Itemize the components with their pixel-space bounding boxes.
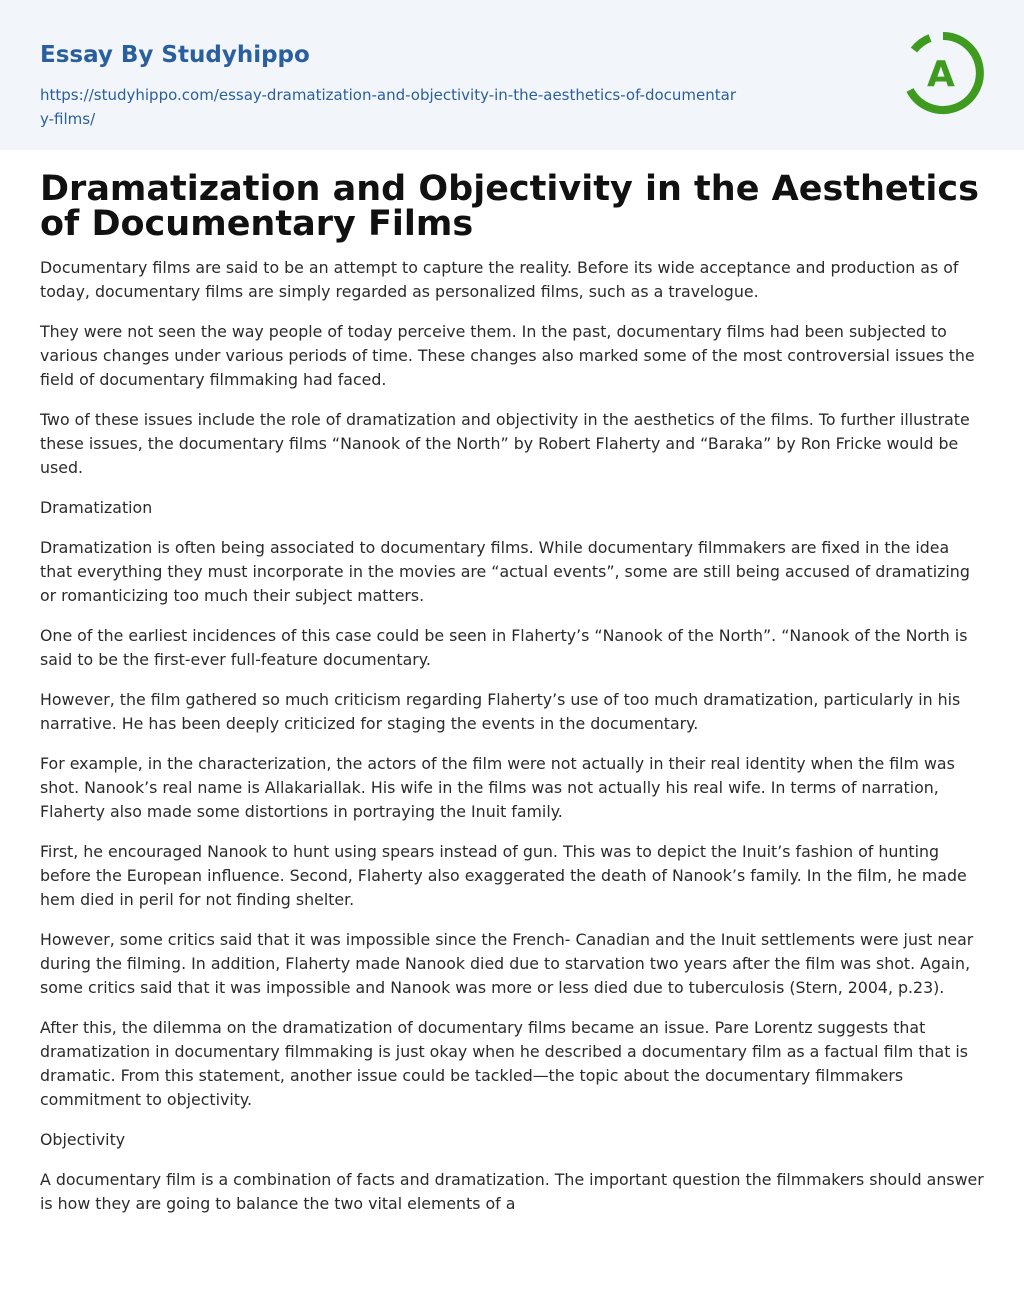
article: [0, 150, 1024, 1216]
section-heading-objectivity: Objectivity: [40, 1130, 126, 1149]
paragraph: For example, in the characterization, the actors of the film were not actually in their real identity when the film was shot. Nanook’s real name is Allakariallak. His wife in the films was not actually his real wife. In terms of narration, Flaherty also made some distortions in portraying the Inuit family.: [40, 754, 955, 821]
section-heading-dramatization: Dramatization: [40, 498, 153, 517]
site-header: [0, 0, 1024, 150]
paragraph: Documentary films are said to be an attempt to capture the reality. Before its wide acceptance and production as of today, documentary films are simply regarded as personalized films, such as a travelogue.: [40, 258, 959, 301]
paragraph: Dramatization is often being associated to documentary films. While documentary filmmakers are fixed in the idea that everything they must incorporate in the movies are “actual events”, some are still being accused of dramatizing or romanticizing too much their subject matters.: [40, 538, 970, 605]
paragraph: After this, the dilemma on the dramatization of documentary films became an issue. Pare Lorentz suggests that dramatization in documentary filmmaking is just okay when he described a documentary film as a factual film that is dramatic. From this statement, another issue could be tackled—the topic about the documentary filmmakers commitment to objectivity.: [40, 1018, 969, 1109]
logo-letter: A: [927, 54, 955, 95]
paragraph: Two of these issues include the role of dramatization and objectivity in the aesthetics of the films. To further illustrate these issues, the documentary films “Nanook of the North” by Robert Flaherty and “Baraka” by Ron Fricke would be used.: [40, 410, 970, 477]
paragraph: However, some critics said that it was impossible since the French- Canadian and the Inuit settlements were just near during the filming. In addition, Flaherty made Nanook died due to starvation two years after the film was shot. Again, some critics said that it was impossible and Nanook was more or less died due to tuberculosis (Stern, 2004, p.23).: [40, 930, 974, 997]
paragraph: One of the earliest incidences of this case could be seen in Flaherty’s “Nanook of the North”. “Nanook of the North is said to be the first-ever full-feature documentary.: [40, 626, 968, 669]
paragraph: However, the film gathered so much criticism regarding Flaherty’s use of too much dramatization, particularly in his narrative. He has been deeply criticized for staging the events in the documentary.: [40, 690, 961, 733]
article-title: Dramatization and Objectivity in the Aesthetics of Documentary Films: [40, 169, 979, 244]
paragraph: A documentary film is a combination of facts and dramatization. The important question the filmmakers should answer is how they are going to balance the two vital elements of a: [40, 1170, 984, 1213]
paragraph: First, he encouraged Nanook to hunt using spears instead of gun. This was to depict the Inuit’s fashion of hunting before the European influence. Second, Flaherty also exaggerated the death of Nanook’s family. In the film, he made hem died in peril for not finding shelter.: [40, 842, 967, 909]
paragraph: They were not seen the way people of today perceive them. In the past, documentary films had been subjected to various changes under various periods of time. These changes also marked some of the most controversial issues the field of documentary filmmaking had faced.: [40, 322, 975, 389]
site-brand[interactable]: Essay By Studyhippo: [40, 42, 310, 68]
source-url-link[interactable]: https://studyhippo.com/essay-dramatization-and-objectivity-in-the-aesthetics-of-documentary-films/: [40, 86, 736, 128]
studyhippo-logo-icon[interactable]: [900, 30, 986, 116]
